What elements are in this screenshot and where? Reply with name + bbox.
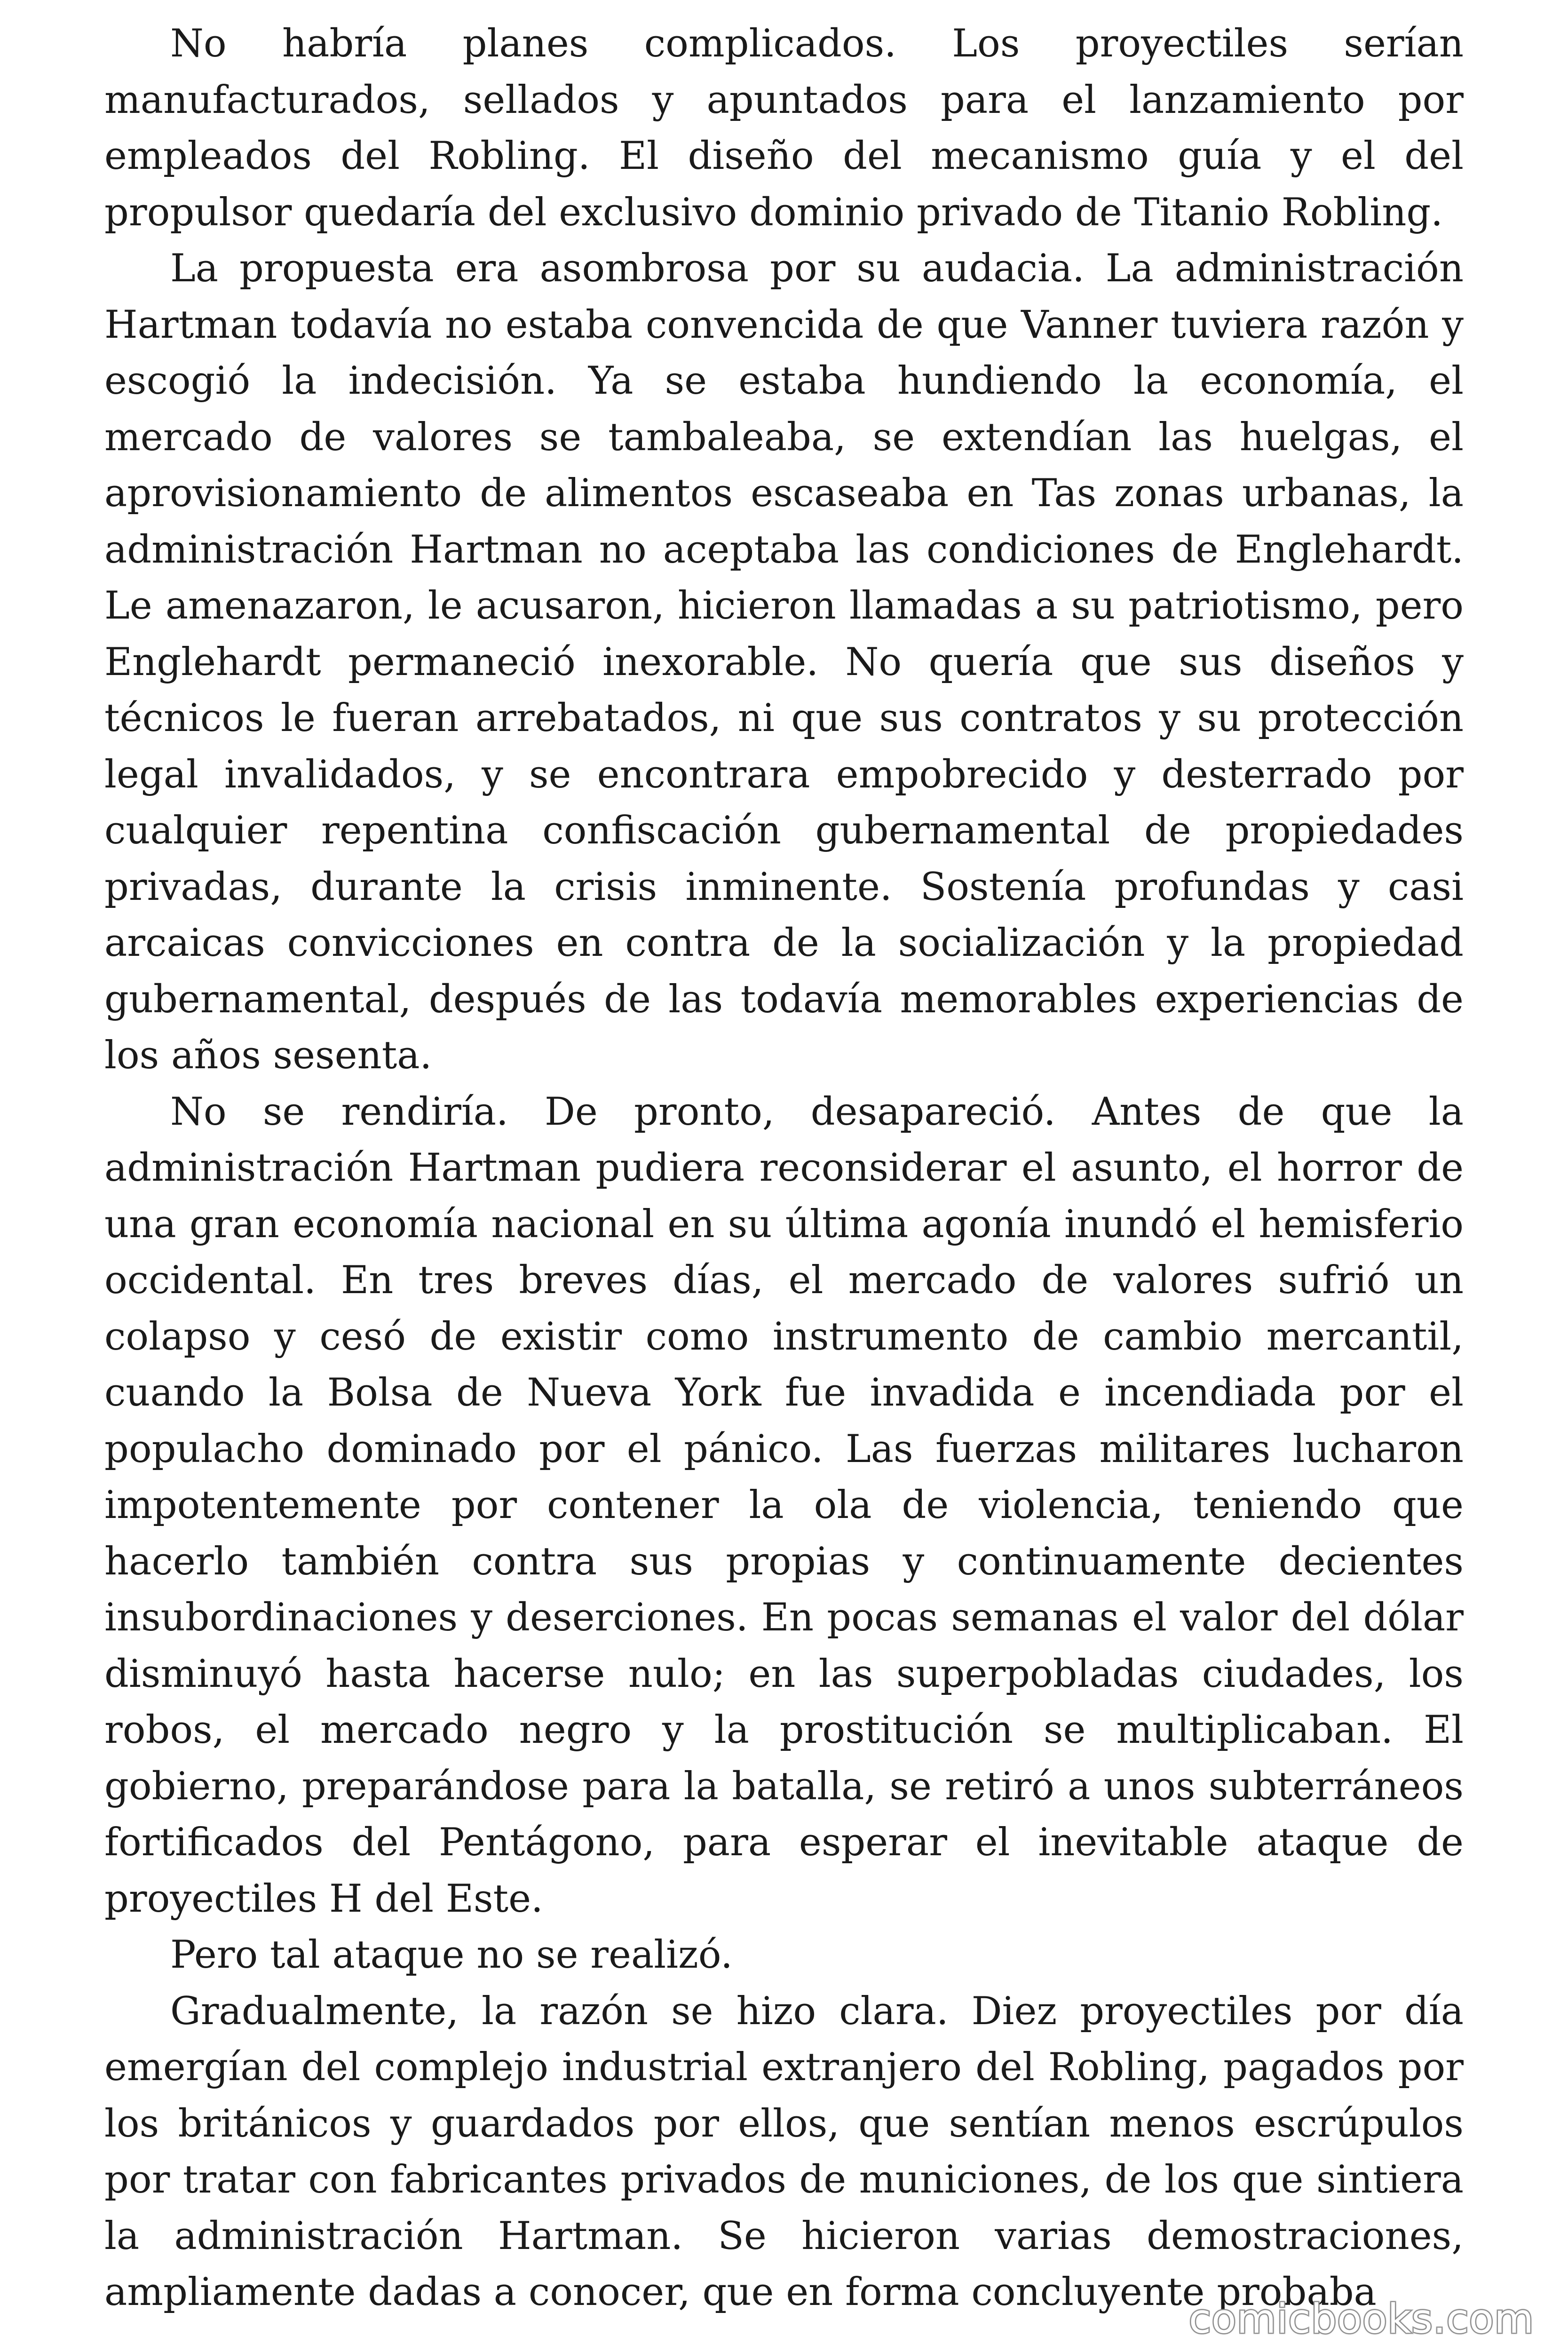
watermark: comicbooks.com [1188,2296,1534,2343]
paragraph-2: La propuesta era asombrosa por su audacia. La administración Hartman todavía no estaba convencida de que Vanner tuviera razón y escogió la indecisión. Ya se estaba hundiendo la economía, el mercado de valores se tambaleaba, se extendían las huelgas, el aprovisionamiento de alimentos escaseaba en Tas zonas urbanas, la administración Hartman no aceptaba las condiciones de Englehardt. Le amenazaron, le acusaron, hicieron llamadas a su patriotismo, pero Englehardt permaneció inexorable. No quería que sus diseños y técnicos le fueran arrebatados, ni que sus contratos y su protección legal invalidados, y se encontrara empobrecido y desterrado por cualquier repentina confiscación gubernamental de propiedades privadas, durante la crisis inminente. Sostenía profundas y casi arcaicas convicciones en contra de la socialización y la propiedad gubernamental, después de las todavía memorables experiencias de los años sesenta. [104,246,1464,1078]
paragraph-4: Pero tal ataque no se realizó. [170,1933,733,1977]
paragraph-5: Gradualmente, la razón se hizo clara. Diez proyectiles por día emergían del complejo industrial extranjero del Robling, pagados por los británicos y guardados por ellos, que sentían menos escrúpulos por tratar con fabricantes privados de municiones, de los que sintiera la administración Hartman. Se hicieron varias demostraciones, ampliamente dadas a conocer, que en forma concluyente probaba [104,1989,1464,2314]
paragraph-3: No se rendiría. De pronto, desapareció. Antes de que la administración Hartman pudiera reconsiderar el asunto, el horror de una gran economía nacional en su última agonía inundó el hemisferio occidental. En tres breves días, el mercado de valores sufrió un colapso y cesó de existir como instrumento de cambio mercantil, cuando la Bolsa de Nueva York fue invadida e incendiada por el populacho dominado por el pánico. Las fuerzas militares lucharon impotentemente por contener la ola de violencia, teniendo que hacerlo también contra sus propias y continuamente decientes insubordinaciones y deserciones. En pocas semanas el valor del dólar disminuyó hasta hacerse nulo; en las superpobladas ciudades, los robos, el mercado negro y la prostitución se multiplicaban. El gobierno, preparándose para la batalla, se retiró a unos subterráneos fortificados del Pentágono, para esperar el inevitable ataque de proyectiles H del Este. [104,1089,1464,1921]
page-text [104,16,1464,2321]
paragraph-1: No habría planes complicados. Los proyectiles serían manufacturados, sellados y apuntados para el lanzamiento por empleados del Robling. El diseño del mecanismo guía y el del propulsor quedaría del exclusivo dominio privado de Titanio Robling. [104,22,1464,235]
